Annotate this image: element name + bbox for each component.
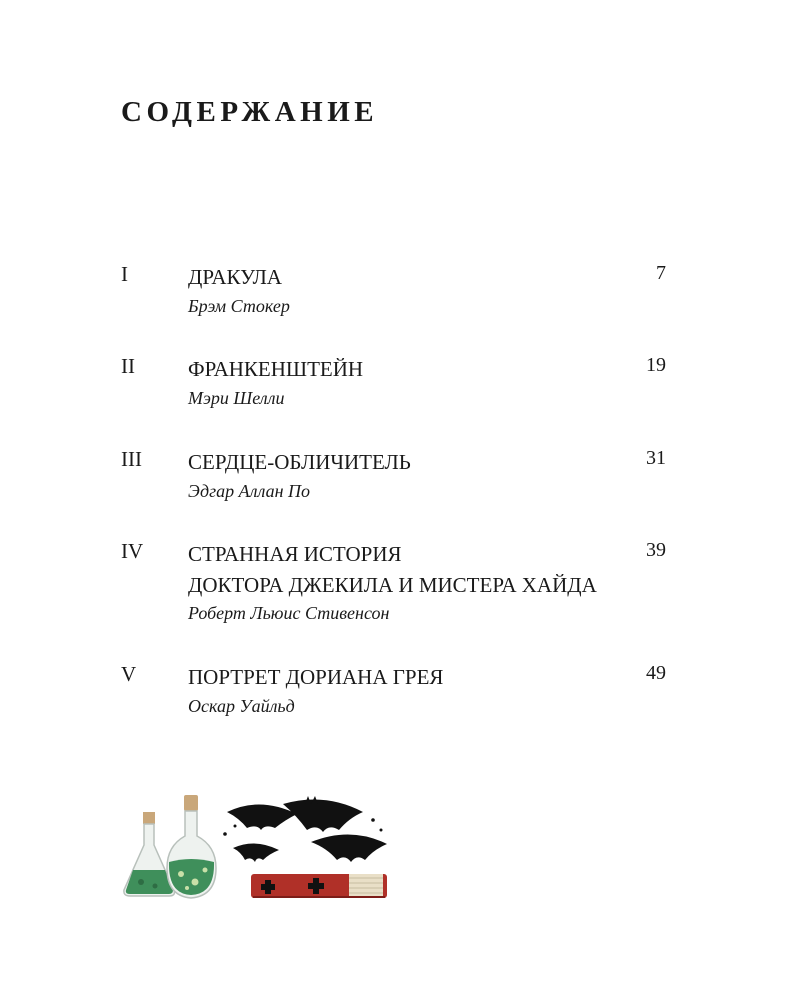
chapter-title-line: СТРАННАЯ ИСТОРИЯ — [188, 542, 402, 566]
chapter-title — [188, 662, 443, 693]
gothic-illustration — [115, 790, 415, 910]
chapter-numeral: IV — [121, 539, 144, 563]
chapter-author: Оскар Уайльд — [188, 696, 295, 716]
chapter-numeral: III — [121, 447, 142, 471]
chapter-title — [188, 354, 363, 385]
chapter-numeral: V — [121, 662, 137, 686]
chapter-title — [188, 447, 411, 478]
chapter-title-line: ПОРТРЕТ ДОРИАНА ГРЕЯ — [188, 665, 444, 689]
page-number: 49 — [646, 662, 666, 684]
chapter-title — [188, 262, 282, 293]
chapter-numeral: II — [121, 354, 135, 378]
book-icon — [251, 874, 387, 898]
chapter-title-line: ДРАКУЛА — [188, 265, 282, 289]
chapter-title — [188, 539, 597, 601]
page-number: 7 — [656, 262, 666, 284]
page-title: СОДЕРЖАНИЕ — [121, 96, 379, 128]
page-number: 31 — [646, 447, 666, 469]
bat-icon — [223, 796, 387, 862]
chapter-author: Мэри Шелли — [188, 388, 285, 408]
chapter-author: Роберт Льюис Стивенсон — [188, 603, 390, 623]
chapter-title-line: ФРАНКЕНШТЕЙН — [188, 357, 364, 381]
chapter-title-line: СЕРДЦЕ-ОБЛИЧИТЕЛЬ — [188, 450, 411, 474]
page-number: 39 — [646, 539, 666, 561]
potion-flask-icon — [124, 812, 175, 896]
page-number: 19 — [646, 354, 666, 376]
chapter-title-line: ДОКТОРА ДЖЕКИЛА И МИСТЕРА ХАЙДА — [188, 573, 597, 597]
chapter-author: Брэм Стокер — [188, 296, 290, 316]
chapter-author: Эдгар Аллан По — [188, 481, 311, 501]
potion-round-flask-icon — [167, 795, 216, 898]
chapter-numeral: I — [121, 262, 128, 286]
